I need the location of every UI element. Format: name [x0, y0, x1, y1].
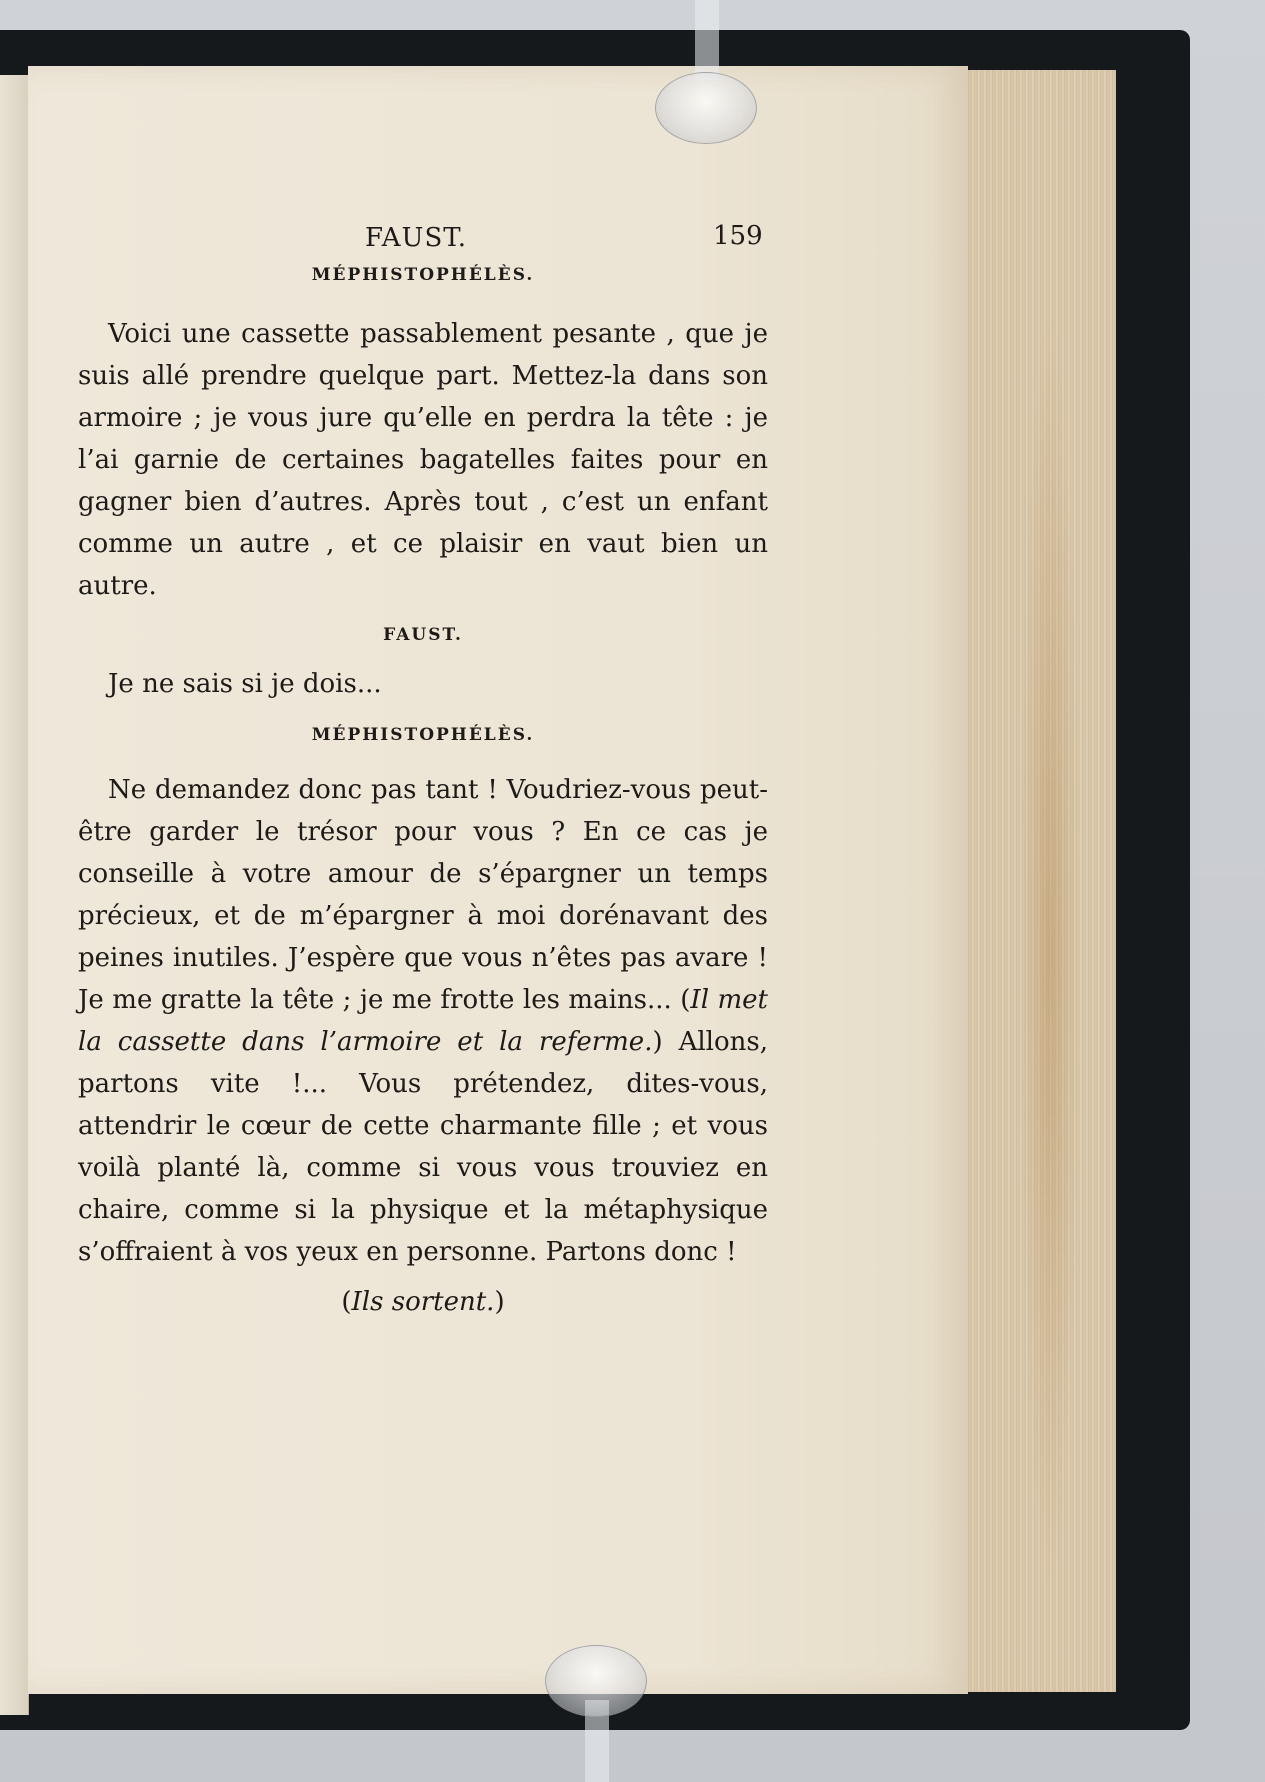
speech-text: Ne demandez donc pas tant ! Voudriez-vous peut-être garder le trésor pour vous ? En ce cas je conseille à votre amour de s’épargner un temps précieux, et de m’épargner à moi dorénavant des peines inutiles. J’espère que vous n’êtes pas avare ! Je me gratte la tête ; je me frotte les mains... (: [78, 775, 768, 1015]
speaker-name: MÉPHISTOPHÉLÈS.: [311, 265, 535, 285]
page-number: 159: [713, 221, 763, 251]
page-weight-bottom: [545, 1645, 647, 1717]
stage-direction-text: Ils sortent.: [351, 1287, 495, 1317]
speech-paragraph: Je ne sais si je dois...: [108, 669, 382, 699]
speech-text: ) Allons, partons vite !... Vous prétendez, dites-vous, attendrir le cœur de cette charmante fille ; et vous voilà planté là, comme si vous vous trouviez en chaire, comme si la physique et la métaphysique s’offraient à vos yeux en personne. Partons donc !: [78, 1027, 768, 1267]
stage-direction: [78, 1287, 768, 1317]
page-weight-top: [655, 72, 757, 144]
speech-paragraph: Voici une cassette passablement pesante , que je suis allé prendre quelque part. Mettez-la dans son armoire ; je vous jure qu’elle en perdra la tête : je l’ai garnie de certaines bagatelles faites pour en gagner bien d’autres. Après tout , c’est un enfant comme un autre , et ce plaisir en vaut bien un autre.: [78, 319, 768, 601]
speaker-name: MÉPHISTOPHÉLÈS.: [311, 725, 535, 745]
page-text-block: [78, 215, 768, 1343]
running-head: [78, 215, 768, 255]
running-head-title: FAUST.: [365, 223, 468, 253]
stage-direction-close: ): [494, 1287, 505, 1317]
stage-direction-inline: Il met la cassette dans l’armoire et la referme.: [78, 985, 768, 1057]
support-strap-top: [695, 0, 719, 80]
left-page-edge: [0, 75, 29, 1715]
stage-direction-open: (: [341, 1287, 352, 1317]
speech-paragraph: [78, 769, 768, 1273]
foxing-stain: [1020, 300, 1080, 1600]
speaker-name: FAUST.: [383, 625, 463, 645]
